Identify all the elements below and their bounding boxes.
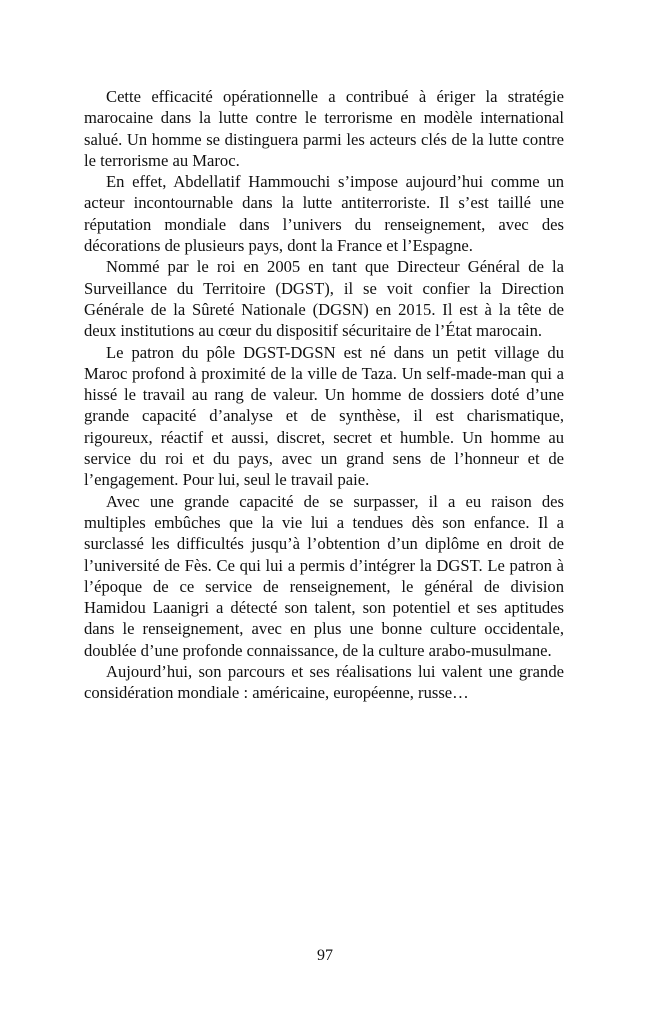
page-number: 97 xyxy=(317,947,333,964)
paragraph-2: En effet, Abdellatif Hammouchi s’impose aujourd’hui comme un acteur incontournable dans la lutte antiterroriste. Il s’est taillé une réputation mondiale dans l’univers du renseignement, avec des décorations de plusieurs pays, dont la France et l’Espagne. xyxy=(84,172,564,256)
paragraph-4: Le patron du pôle DGST-DGSN est né dans un petit village du Maroc profond à proximité de la ville de Taza. Un self-made-man qui a hissé le travail au rang de valeur. Un homme de dossiers doté d’une grande capacité d’analyse et de synthèse, il est charismatique, rigoureux, réactif et aussi, discret, secret et humble. Un homme au service du roi et du pays, avec un grand sens de l’honneur et de l’engagement. Pour lui, seul le travail paie. xyxy=(84,342,564,490)
paragraph-3: Nommé par le roi en 2005 en tant que Directeur Général de la Surveillance du Territoire (DGST), il se voit confier la Direction Générale de la Sûreté Nationale (DGSN) en 2015. Il est à la tête de deux institutions au cœur du dispositif sécuritaire de l’État marocain. xyxy=(84,257,564,341)
paragraph-1: Cette efficacité opérationnelle a contribué à ériger la stratégie marocaine dans la lutte contre le terrorisme en modèle international salué. Un homme se distinguera parmi les acteurs clés de la lutte contre le terrorisme au Maroc. xyxy=(84,87,564,170)
paragraph-6: Aujourd’hui, son parcours et ses réalisations lui valent une grande considération mondiale : américaine, européenne, russe… xyxy=(84,662,564,703)
body-text xyxy=(84,86,564,704)
paragraph-5: Avec une grande capacité de se surpasser, il a eu raison des multiples embûches que la vie lui a tendues dès son enfance. Il a surclassé les difficultés jusqu’à l’obtention d’un diplôme en droit de l’université de Fès. Ce qui lui a permis d’intégrer la DGST. Le patron à l’époque de ce service de renseignement, le général de division Hamidou Laanigri a détecté son talent, son potentiel et ses aptitudes dans le renseignement, avec en plus une bonne culture occidentale, doublée d’une profonde connaissance, de la culture arabo-musulmane. xyxy=(84,491,564,660)
